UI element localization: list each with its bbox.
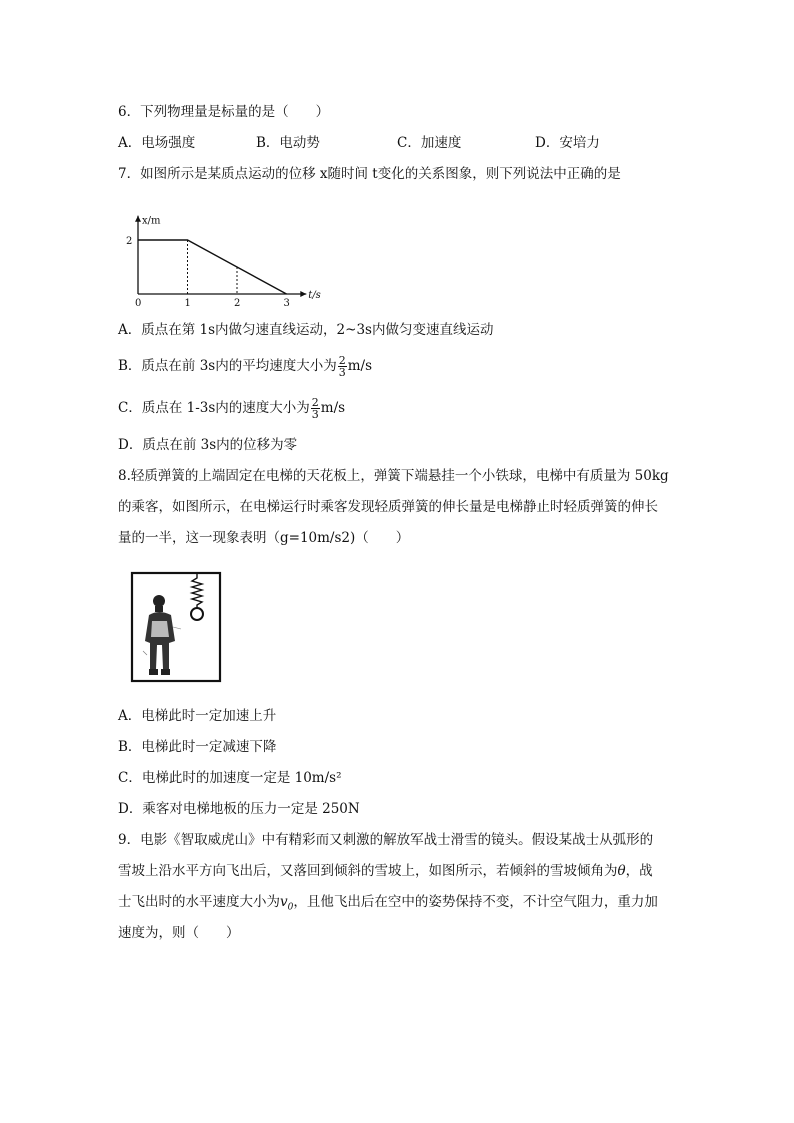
y-tick-label: 2 <box>126 236 133 247</box>
x-axis-label: t/s <box>308 290 321 301</box>
fraction-denominator: 3 <box>311 408 319 421</box>
q9-line-2-text: 雪坡上沿水平方向飞出后，又落回到倾斜的雪坡上，如图所示，若倾斜的雪坡倾角为 <box>118 863 618 879</box>
q9-v0-symbol: v <box>280 894 288 910</box>
q8-option-d: D．乘客对电梯地板的压力一定是 250N <box>118 801 360 817</box>
q7-option-d: D．质点在前 3s内的位移为零 <box>118 437 298 453</box>
q7-option-c-fraction <box>311 397 320 420</box>
fraction-numerator: 2 <box>338 354 346 367</box>
q8-stem-line-2: 的乘客，如图所示，在电梯运行时乘客发现轻质弹簧的伸长量是电梯静止时轻质弹簧的伸长 <box>118 499 658 515</box>
q7-stem: 7．如图所示是某质点运动的位移 x随时间 t变化的关系图象，则下列说法中正确的是 <box>118 166 621 182</box>
q7-xt-graph <box>120 196 330 306</box>
q8-elevator-figure <box>129 571 223 684</box>
series-line <box>138 240 287 294</box>
q6-option-d: D．安培力 <box>535 135 600 151</box>
q6-stem: 6．下列物理量是标量的是（ ） <box>118 104 330 120</box>
q9-line-4: 速度为，则（ ） <box>118 925 240 941</box>
q8-stem-line-3: 量的一半，这一现象表明（g=10m/s2)（ ） <box>118 530 410 546</box>
q7-option-c-text: C．质点在 1-3s内的速度大小为 <box>118 400 310 416</box>
q9-line-3-text: 士飞出时的水平速度大小为 <box>118 894 280 910</box>
fraction-denominator: 3 <box>338 366 346 379</box>
q9-line-3 <box>118 893 658 917</box>
iron-ball-icon <box>191 608 203 620</box>
q7-option-c-unit: m/s <box>320 400 346 416</box>
q7-option-a: A．质点在第 1s内做匀速直线运动，2~3s内做匀变速直线运动 <box>118 322 494 338</box>
q6-option-b: B．电动势 <box>256 135 320 151</box>
x-axis-arrow-icon <box>300 291 306 297</box>
q7-option-b-unit: m/s <box>347 358 373 374</box>
q9-v0-subscript: 0 <box>287 902 294 913</box>
q9-line-2 <box>118 862 653 880</box>
elevator-box <box>132 573 220 681</box>
q9-theta-symbol: θ <box>617 863 626 879</box>
q6-option-c: C．加速度 <box>397 135 462 151</box>
x-tick-label: 0 <box>135 298 142 306</box>
q7-option-b-fraction <box>338 355 347 378</box>
y-axis-label: x/m <box>142 215 161 227</box>
q7-option-b-text: B．质点在前 3s内的平均速度大小为 <box>118 358 337 374</box>
fraction-numerator: 2 <box>311 396 319 409</box>
x-tick-label: 3 <box>283 298 290 306</box>
q9-line-2-tail: ，战 <box>625 863 653 879</box>
q6-option-a: A．电场强度 <box>118 135 196 151</box>
q9-line-1: 9．电影《智取威虎山》中有精彩而又刺激的解放军战士滑雪的镜头。假设某战士从弧形的 <box>118 832 654 848</box>
q9-line-3-tail: ，且他飞出后在空中的姿势保持不变，不计空气阻力，重力加 <box>293 894 658 910</box>
q8-option-a: A．电梯此时一定加速上升 <box>118 708 277 724</box>
y-axis-arrow-icon <box>135 216 141 222</box>
q7-option-b <box>118 352 372 380</box>
q8-option-c: C．电梯此时的加速度一定是 10m/s² <box>118 770 342 786</box>
x-tick-label: 2 <box>234 298 241 306</box>
q7-option-c <box>118 394 345 422</box>
q8-stem-line-1: 8.轻质弹簧的上端固定在电梯的天花板上，弹簧下端悬挂一个小铁球，电梯中有质量为 50kg <box>118 468 669 484</box>
x-tick-label: 1 <box>184 298 191 306</box>
q8-option-b: B．电梯此时一定减速下降 <box>118 739 277 755</box>
